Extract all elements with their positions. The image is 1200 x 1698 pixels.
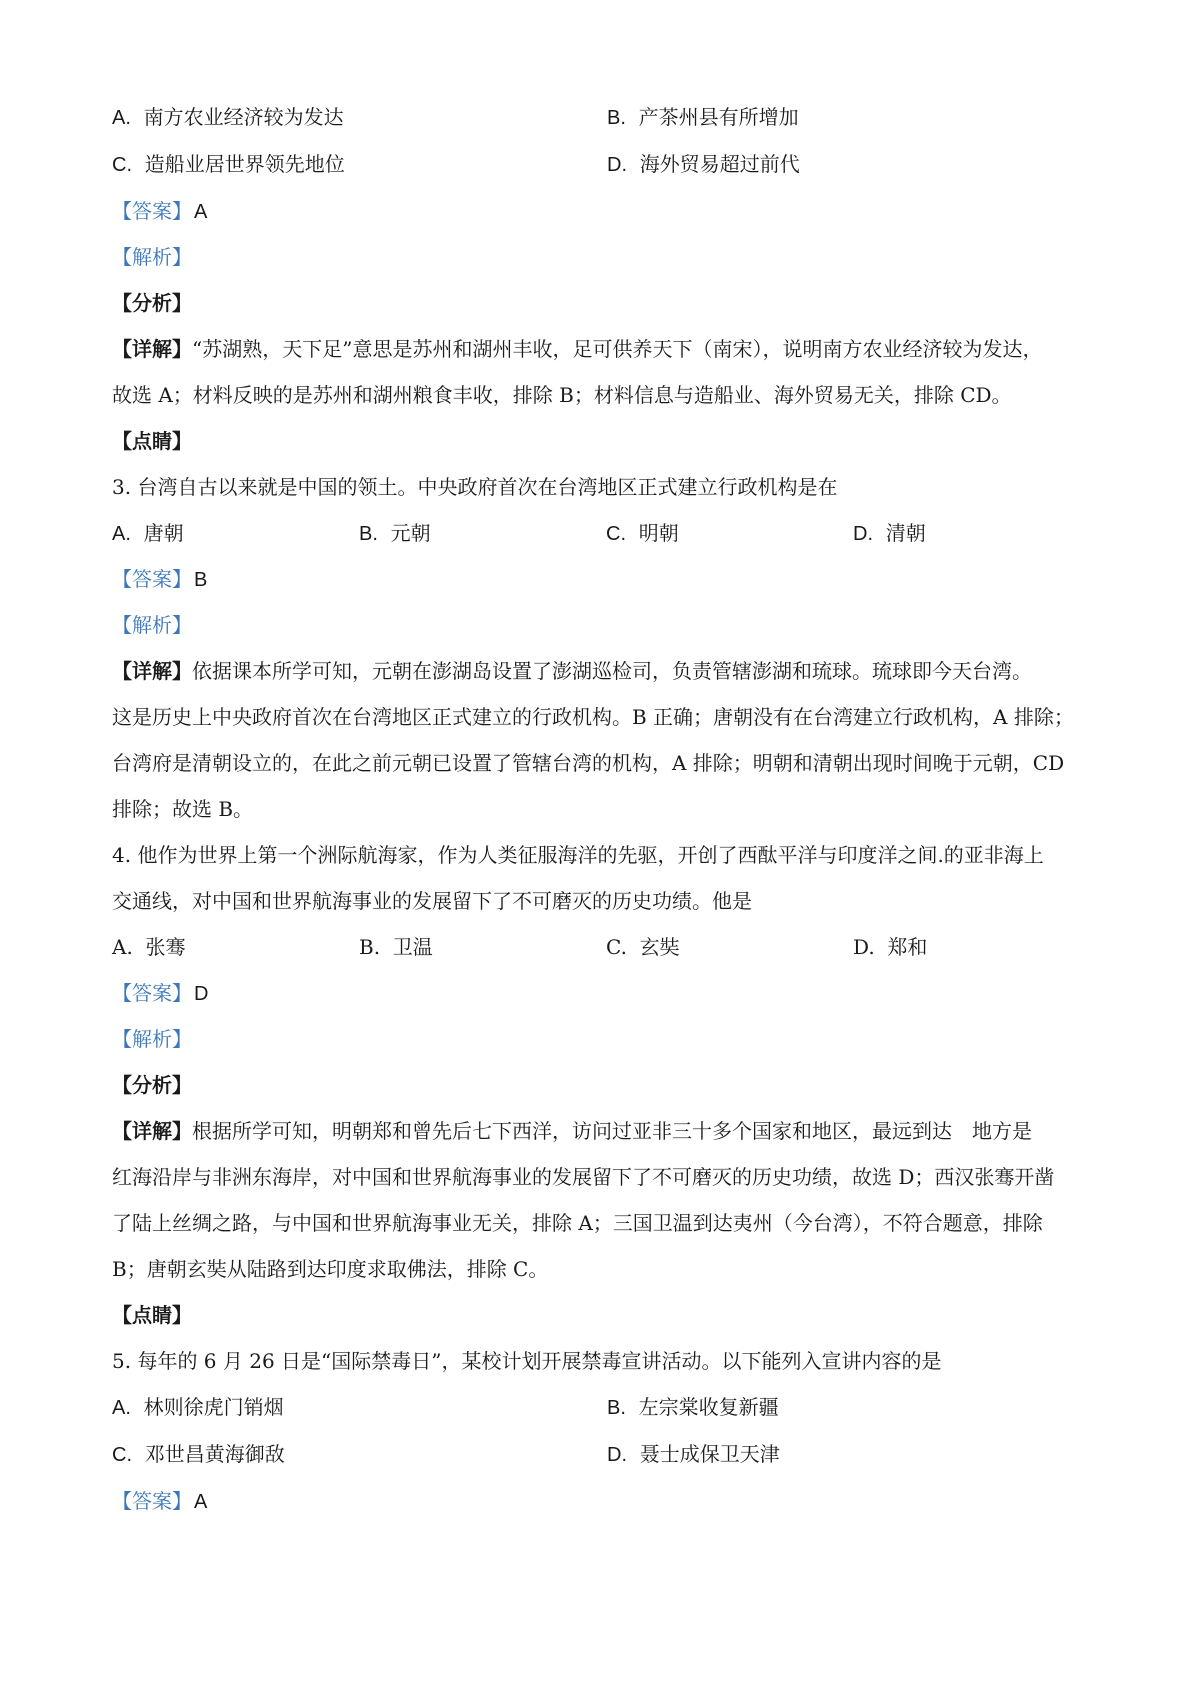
q2-option-b: B. 产茶州县有所增加 (607, 105, 799, 129)
q4-option-c: C. 玄奘 (606, 935, 680, 959)
q3-detail-line-4: 排除；故选 B。 (112, 797, 254, 821)
q3-detail-line-1: 【详解】依据课本所学可知，元朝在澎湖岛设置了澎湖巡检司，负责管辖澎湖和琉球。琉球即今天台湾。 (112, 659, 1032, 683)
q4-option-b: B. 卫温 (359, 935, 433, 959)
document-page (112, 94, 1102, 1524)
q3-detail-line-2: 这是历史上中央政府首次在台湾地区正式建立的行政机构。B 正确；唐朝没有在台湾建立行政机构，A 排除； (112, 705, 1074, 729)
q5-options-row-1 (112, 1384, 1102, 1431)
q4-detail-line-2: 红海沿岸与非洲东海岸，对中国和世界航海事业的发展留下了不可磨灭的历史功绩，故选 D；西汉张骞开凿 (112, 1165, 1055, 1189)
q2-detail-line-1: 【详解】“苏湖熟，天下足”意思是苏州和湖州丰收，足可供养天下（南宋），说明南方农业经济较为发达， (112, 337, 1043, 361)
q2-jiexi: 【解析】 (112, 245, 192, 269)
q5-question: 5. 每年的 6 月 26 日是“国际禁毒日”，某校计划开展禁毒宣讲活动。以下能列入宣讲内容的是 (112, 1349, 942, 1373)
q2-detail-line-2: 故选 A；材料反映的是苏州和湖州粮食丰收，排除 B；材料信息与造船业、海外贸易无关，排除 CD。 (112, 383, 1012, 407)
q5-options-row-2 (112, 1431, 1102, 1478)
q2-dianjing: 【点睛】 (112, 429, 192, 453)
q4-question-line-2: 交通线，对中国和世界航海事业的发展留下了不可磨灭的历史功绩。他是 (112, 889, 752, 913)
q3-jiexi: 【解析】 (112, 613, 192, 637)
q2-options-row-1 (112, 94, 1102, 141)
q4-question-line-1: 4. 他作为世界上第一个洲际航海家，作为人类征服海洋的先驱，开创了西酞平洋与印度洋之间.的亚非海上 (112, 843, 1044, 867)
q3-option-c: C. 明朝 (606, 521, 679, 545)
q5-option-c: C. 邓世昌黄海御敌 (112, 1442, 285, 1466)
q4-option-d: D. 郑和 (853, 935, 928, 959)
q3-options (112, 510, 1102, 556)
q4-answer: 【答案】 D (112, 981, 209, 1005)
q4-dianjing: 【点睛】 (112, 1303, 192, 1327)
q2-option-c: C. 造船业居世界领先地位 (112, 152, 345, 176)
q5-option-b: B. 左宗棠收复新疆 (607, 1395, 779, 1419)
q3-answer: 【答案】 B (112, 567, 208, 591)
q4-fenxi: 【分析】 (112, 1073, 192, 1097)
q3-option-b: B. 元朝 (359, 521, 431, 545)
q2-option-a: A. 南方农业经济较为发达 (112, 105, 344, 129)
q5-answer: 【答案】 A (112, 1489, 208, 1513)
q4-jiexi: 【解析】 (112, 1027, 192, 1051)
q2-option-d: D. 海外贸易超过前代 (607, 152, 800, 176)
q3-detail-line-3: 台湾府是清朝设立的，在此之前元朝已设置了管辖台湾的机构，A 排除；明朝和清朝出现时间晚于元朝，CD (112, 751, 1065, 775)
q4-detail-line-3: 了陆上丝绸之路，与中国和世界航海事业无关，排除 A；三国卫温到达夷州（今台湾），不符合题意，排除 (112, 1211, 1043, 1235)
q4-option-a: A. 张骞 (112, 935, 186, 959)
q4-detail-line-1: 【详解】根据所学可知，明朝郑和曾先后七下西洋，访问过亚非三十多个国家和地区，最远到达 地方是 (112, 1119, 1032, 1143)
q3-option-a: A. 唐朝 (112, 521, 184, 545)
q3-question: 3. 台湾自古以来就是中国的领土。中央政府首次在台湾地区正式建立行政机构是在 (112, 475, 838, 499)
q4-detail-line-4: B；唐朝玄奘从陆路到达印度求取佛法，排除 C。 (112, 1257, 549, 1281)
q2-options-row-2 (112, 141, 1102, 188)
q2-fenxi: 【分析】 (112, 291, 192, 315)
q3-option-d: D. 清朝 (853, 521, 926, 545)
q5-option-d: D. 聂士成保卫天津 (607, 1442, 780, 1466)
q5-option-a: A. 林则徐虎门销烟 (112, 1395, 284, 1419)
q2-answer: 【答案】 A (112, 199, 208, 223)
q4-options (112, 924, 1102, 970)
